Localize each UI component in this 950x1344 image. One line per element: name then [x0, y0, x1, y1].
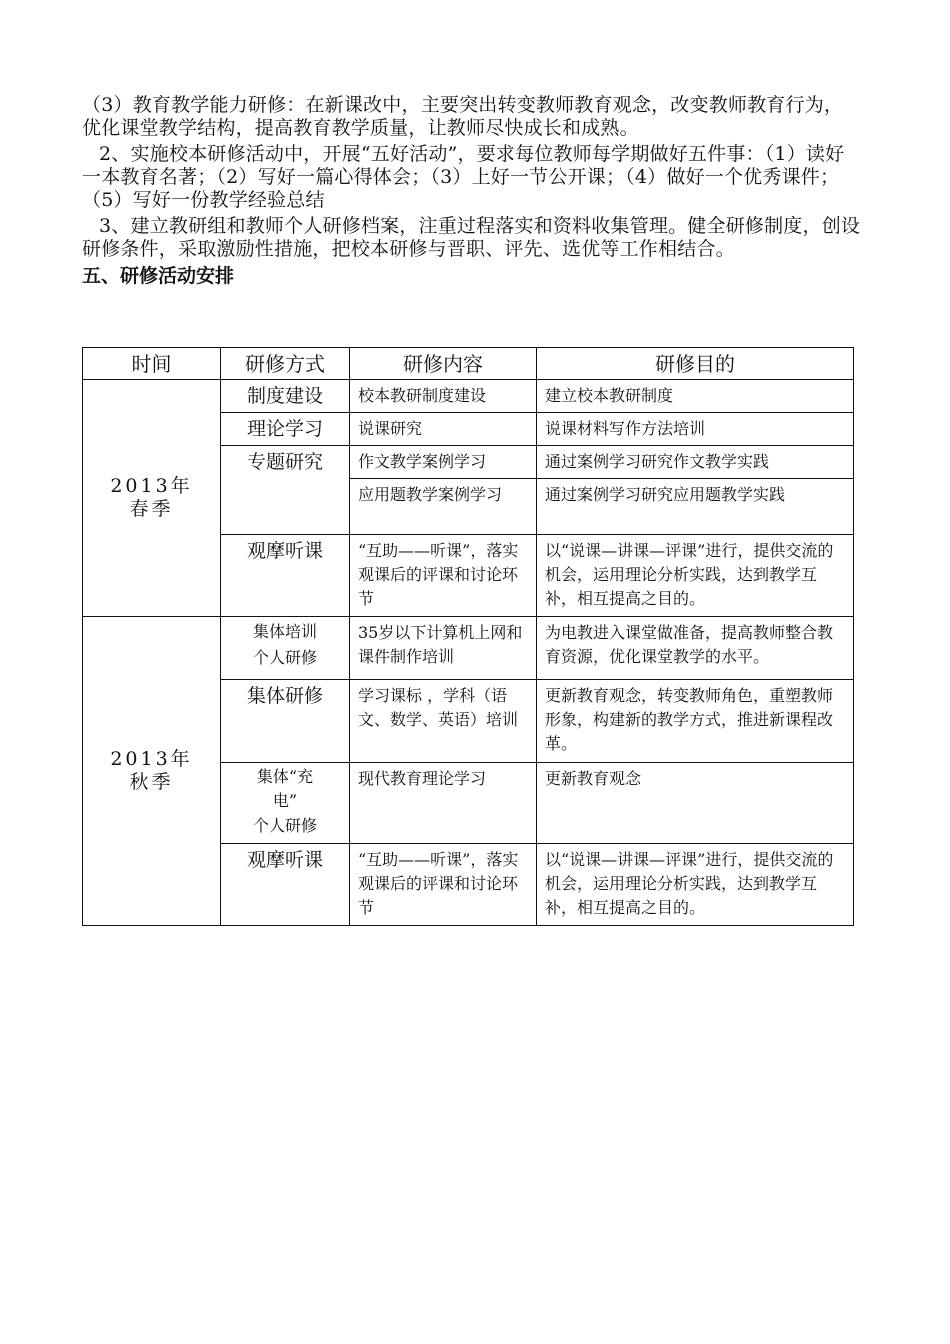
content-cell: 学习课标 ，学科（语文、数学、英语）培训 [350, 680, 537, 763]
method-cell: 专题研究 [221, 446, 350, 535]
activity-schedule-table [82, 347, 854, 926]
method-line: 个人研修 [252, 816, 317, 835]
goal-cell: 以“说课—讲课—评课”进行，提供交流的机会，运用理论分析实践，达到教学互补，相互提高之目的。 [537, 844, 854, 926]
method-cell: 集体研修 [221, 680, 350, 763]
paragraph-ability-training: （3）教育教学能力研修：在新课改中，主要突出转变教师教育观念，改变教师教育行为，优化课堂教学结构，提高教育教学质量，让教师尽快成长和成熟。 [82, 94, 844, 139]
time-year: 2013年 [110, 748, 193, 770]
goal-cell: 通过案例学习研究应用题教学实践 [537, 479, 854, 535]
goal-cell: 通过案例学习研究作文教学实践 [537, 446, 854, 479]
table-header-row [83, 348, 854, 380]
section-heading: 五、研修活动安排 [82, 265, 235, 287]
header-method: 研修方式 [221, 348, 350, 380]
goal-cell: 建立校本教研制度 [537, 380, 854, 413]
time-season: 秋季 [129, 771, 174, 793]
content-cell: 35岁以下计算机上网和课件制作培训 [350, 617, 537, 680]
content-cell: 校本教研制度建设 [350, 380, 537, 413]
paragraph-five-good-activities: 2、实施校本研修活动中，开展“五好活动”，要求每位教师每学期做好五件事：（1）读好一本教育名著；（2）写好一篇心得体会；（3）上好一节公开课；（4）做好一个优秀课件；（5）写好一份教学经验总结 [82, 143, 845, 211]
content-cell: 说课研究 [350, 413, 537, 446]
method-cell [221, 617, 350, 680]
paragraph-archives: 3、建立教研组和教师个人研修档案，注重过程落实和资料收集管理。健全研修制度，创设研修条件，采取激励性措施，把校本研修与晋职、评先、选优等工作相结合。 [82, 215, 861, 260]
goal-cell: 以“说课—讲课—评课”进行，提供交流的机会，运用理论分析实践，达到教学互补，相互提高之目的。 [537, 535, 854, 617]
header-content: 研修内容 [350, 348, 537, 380]
time-cell-spring [83, 380, 221, 617]
header-goal: 研修目的 [537, 348, 854, 380]
goal-cell: 说课材料写作方法培训 [537, 413, 854, 446]
method-cell [221, 763, 350, 844]
table-row [83, 617, 854, 680]
content-cell: 作文教学案例学习 [350, 446, 537, 479]
content-cell: “互助——听课”，落实观课后的评课和讨论环节 [350, 535, 537, 617]
time-cell-autumn [83, 617, 221, 926]
header-time: 时间 [83, 348, 221, 380]
document-body [82, 94, 862, 291]
method-cell: 观摩听课 [221, 844, 350, 926]
method-cell: 观摩听课 [221, 535, 350, 617]
method-line: 个人研修 [252, 648, 317, 667]
method-cell: 制度建设 [221, 380, 350, 413]
goal-cell: 更新教育观念，转变教师角色，重塑教师形象，构建新的教学方式，推进新课程改革。 [537, 680, 854, 763]
table-row [83, 380, 854, 413]
content-cell: “互助——听课”，落实观课后的评课和讨论环节 [350, 844, 537, 926]
goal-cell: 更新教育观念 [537, 763, 854, 844]
time-year: 2013年 [110, 475, 193, 497]
method-line: 集体“充电” [256, 767, 314, 810]
method-cell: 理论学习 [221, 413, 350, 446]
method-line: 集体培训 [252, 622, 317, 641]
time-season: 春季 [129, 498, 174, 520]
content-cell: 现代教育理论学习 [350, 763, 537, 844]
goal-cell: 为电教进入课堂做准备，提高教师整合教育资源，优化课堂教学的水平。 [537, 617, 854, 680]
content-cell: 应用题教学案例学习 [350, 479, 537, 535]
